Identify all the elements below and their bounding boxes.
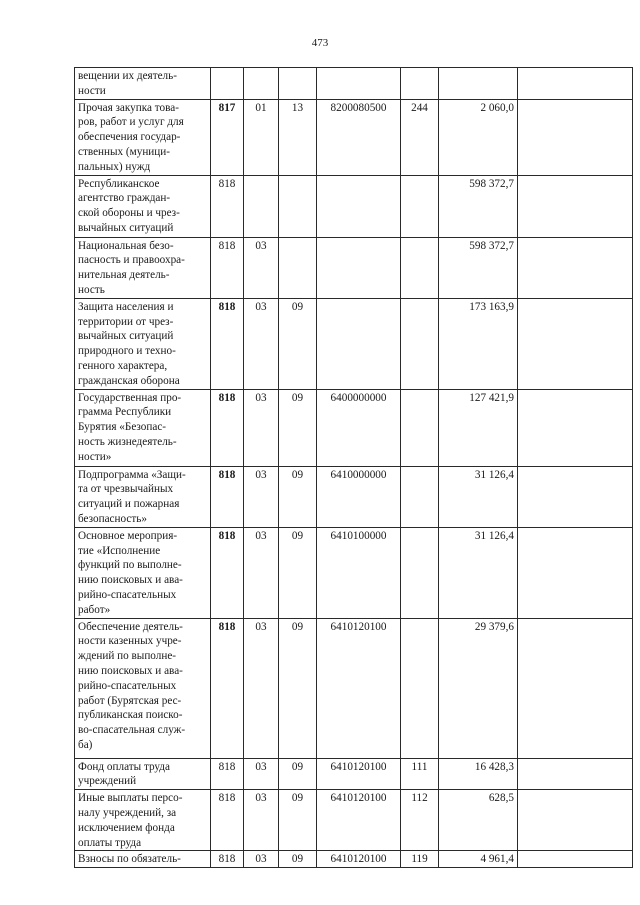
subsection-code-cell: 09 — [279, 851, 317, 868]
amount-cell: 4 961,4 — [439, 851, 518, 868]
section-code-cell: 03 — [244, 298, 279, 389]
empty-cell — [518, 237, 633, 298]
target-article-cell: 6410120100 — [317, 790, 401, 851]
section-code-cell: 03 — [244, 790, 279, 851]
expense-type-cell: 244 — [401, 99, 439, 175]
name-cell: Республиканское агентство граждан- ской обороны и чрез- вычайных ситуаций — [75, 175, 211, 237]
section-code-cell: 03 — [244, 618, 279, 758]
target-article-cell — [317, 237, 401, 298]
expense-type-cell — [401, 466, 439, 527]
name-cell: Защита населения и территории от чрез- вычайных ситуаций природного и техно- генного характера, гражданская оборона — [75, 298, 211, 389]
empty-cell — [518, 68, 633, 100]
subsection-code-cell — [279, 175, 317, 237]
subsection-code-cell: 13 — [279, 99, 317, 175]
expense-type-cell: 112 — [401, 790, 439, 851]
empty-cell — [518, 851, 633, 868]
amount-cell: 31 126,4 — [439, 527, 518, 618]
section-code-cell — [244, 175, 279, 237]
expense-type-cell: 111 — [401, 758, 439, 790]
amount-cell: 598 372,7 — [439, 175, 518, 237]
name-cell: Государственная про- грамма Республики Бурятия «Безопас- ность жизнедеятель- ности» — [75, 389, 211, 466]
empty-cell — [518, 175, 633, 237]
target-article-cell: 8200080500 — [317, 99, 401, 175]
expense-type-cell — [401, 237, 439, 298]
target-article-cell: 6410000000 — [317, 466, 401, 527]
subsection-code-cell: 09 — [279, 527, 317, 618]
table-row — [75, 237, 633, 298]
empty-cell — [518, 99, 633, 175]
empty-cell — [518, 389, 633, 466]
ministry-code-cell: 818 — [211, 758, 244, 790]
subsection-code-cell — [279, 68, 317, 100]
amount-cell: 16 428,3 — [439, 758, 518, 790]
table-row — [75, 298, 633, 389]
amount-cell: 31 126,4 — [439, 466, 518, 527]
table-row — [75, 175, 633, 237]
table-body — [75, 68, 633, 868]
target-article-cell — [317, 175, 401, 237]
ministry-code-cell: 818 — [211, 175, 244, 237]
section-code-cell: 03 — [244, 527, 279, 618]
empty-cell — [518, 618, 633, 758]
section-code-cell: 03 — [244, 758, 279, 790]
section-code-cell: 03 — [244, 466, 279, 527]
table-row — [75, 618, 633, 758]
section-code-cell: 03 — [244, 389, 279, 466]
ministry-code-cell: 818 — [211, 790, 244, 851]
table-row — [75, 99, 633, 175]
subsection-code-cell: 09 — [279, 618, 317, 758]
table-row — [75, 466, 633, 527]
name-cell: Взносы по обязатель- — [75, 851, 211, 868]
name-cell: Иные выплаты персо- налу учреждений, за исключением фонда оплаты труда — [75, 790, 211, 851]
subsection-code-cell: 09 — [279, 758, 317, 790]
section-code-cell: 01 — [244, 99, 279, 175]
expense-type-cell: 119 — [401, 851, 439, 868]
target-article-cell — [317, 298, 401, 389]
expense-type-cell — [401, 68, 439, 100]
ministry-code-cell: 818 — [211, 851, 244, 868]
section-code-cell — [244, 68, 279, 100]
ministry-code-cell: 818 — [211, 389, 244, 466]
name-cell: вещении их деятель- ности — [75, 68, 211, 100]
target-article-cell: 6410120100 — [317, 758, 401, 790]
name-cell: Национальная безо- пасность и правоохра- нительная деятель- ность — [75, 237, 211, 298]
ministry-code-cell: 818 — [211, 527, 244, 618]
expense-type-cell — [401, 389, 439, 466]
expense-type-cell — [401, 298, 439, 389]
name-cell: Обеспечение деятель- ности казенных учре- ждений по выполне- нию поисковых и ава- рийно-спасательных работ (Бурятская рес- публиканская поиско- во-спасательная служ- ба) — [75, 618, 211, 758]
table-row — [75, 758, 633, 790]
empty-cell — [518, 466, 633, 527]
section-code-cell: 03 — [244, 237, 279, 298]
expense-type-cell — [401, 618, 439, 758]
name-cell: Основное мероприя- тие «Исполнение функций по выполне- нию поисковых и ава- рийно-спасательных работ» — [75, 527, 211, 618]
page-number: 473 — [311, 37, 329, 49]
expense-type-cell — [401, 175, 439, 237]
empty-cell — [518, 298, 633, 389]
target-article-cell: 6410120100 — [317, 851, 401, 868]
subsection-code-cell: 09 — [279, 389, 317, 466]
ministry-code-cell: 818 — [211, 466, 244, 527]
expense-type-cell — [401, 527, 439, 618]
table-row — [75, 790, 633, 851]
ministry-code-cell: 818 — [211, 618, 244, 758]
budget-table — [74, 67, 633, 868]
amount-cell: 2 060,0 — [439, 99, 518, 175]
target-article-cell: 6410120100 — [317, 618, 401, 758]
subsection-code-cell — [279, 237, 317, 298]
table-row — [75, 68, 633, 100]
amount-cell: 29 379,6 — [439, 618, 518, 758]
ministry-code-cell: 817 — [211, 99, 244, 175]
subsection-code-cell: 09 — [279, 790, 317, 851]
table-row — [75, 389, 633, 466]
empty-cell — [518, 527, 633, 618]
empty-cell — [518, 758, 633, 790]
ministry-code-cell: 818 — [211, 298, 244, 389]
target-article-cell — [317, 68, 401, 100]
subsection-code-cell: 09 — [279, 466, 317, 527]
amount-cell: 127 421,9 — [439, 389, 518, 466]
amount-cell: 173 163,9 — [439, 298, 518, 389]
empty-cell — [518, 790, 633, 851]
name-cell: Подпрограмма «Защи- та от чрезвычайных ситуаций и пожарная безопасность» — [75, 466, 211, 527]
name-cell: Фонд оплаты труда учреждений — [75, 758, 211, 790]
subsection-code-cell: 09 — [279, 298, 317, 389]
ministry-code-cell — [211, 68, 244, 100]
amount-cell — [439, 68, 518, 100]
ministry-code-cell: 818 — [211, 237, 244, 298]
name-cell: Прочая закупка това- ров, работ и услуг для обеспечения государ- ственных (муници- пальных) нужд — [75, 99, 211, 175]
amount-cell: 598 372,7 — [439, 237, 518, 298]
table-row — [75, 851, 633, 868]
table-row — [75, 527, 633, 618]
target-article-cell: 6400000000 — [317, 389, 401, 466]
section-code-cell: 03 — [244, 851, 279, 868]
amount-cell: 628,5 — [439, 790, 518, 851]
target-article-cell: 6410100000 — [317, 527, 401, 618]
